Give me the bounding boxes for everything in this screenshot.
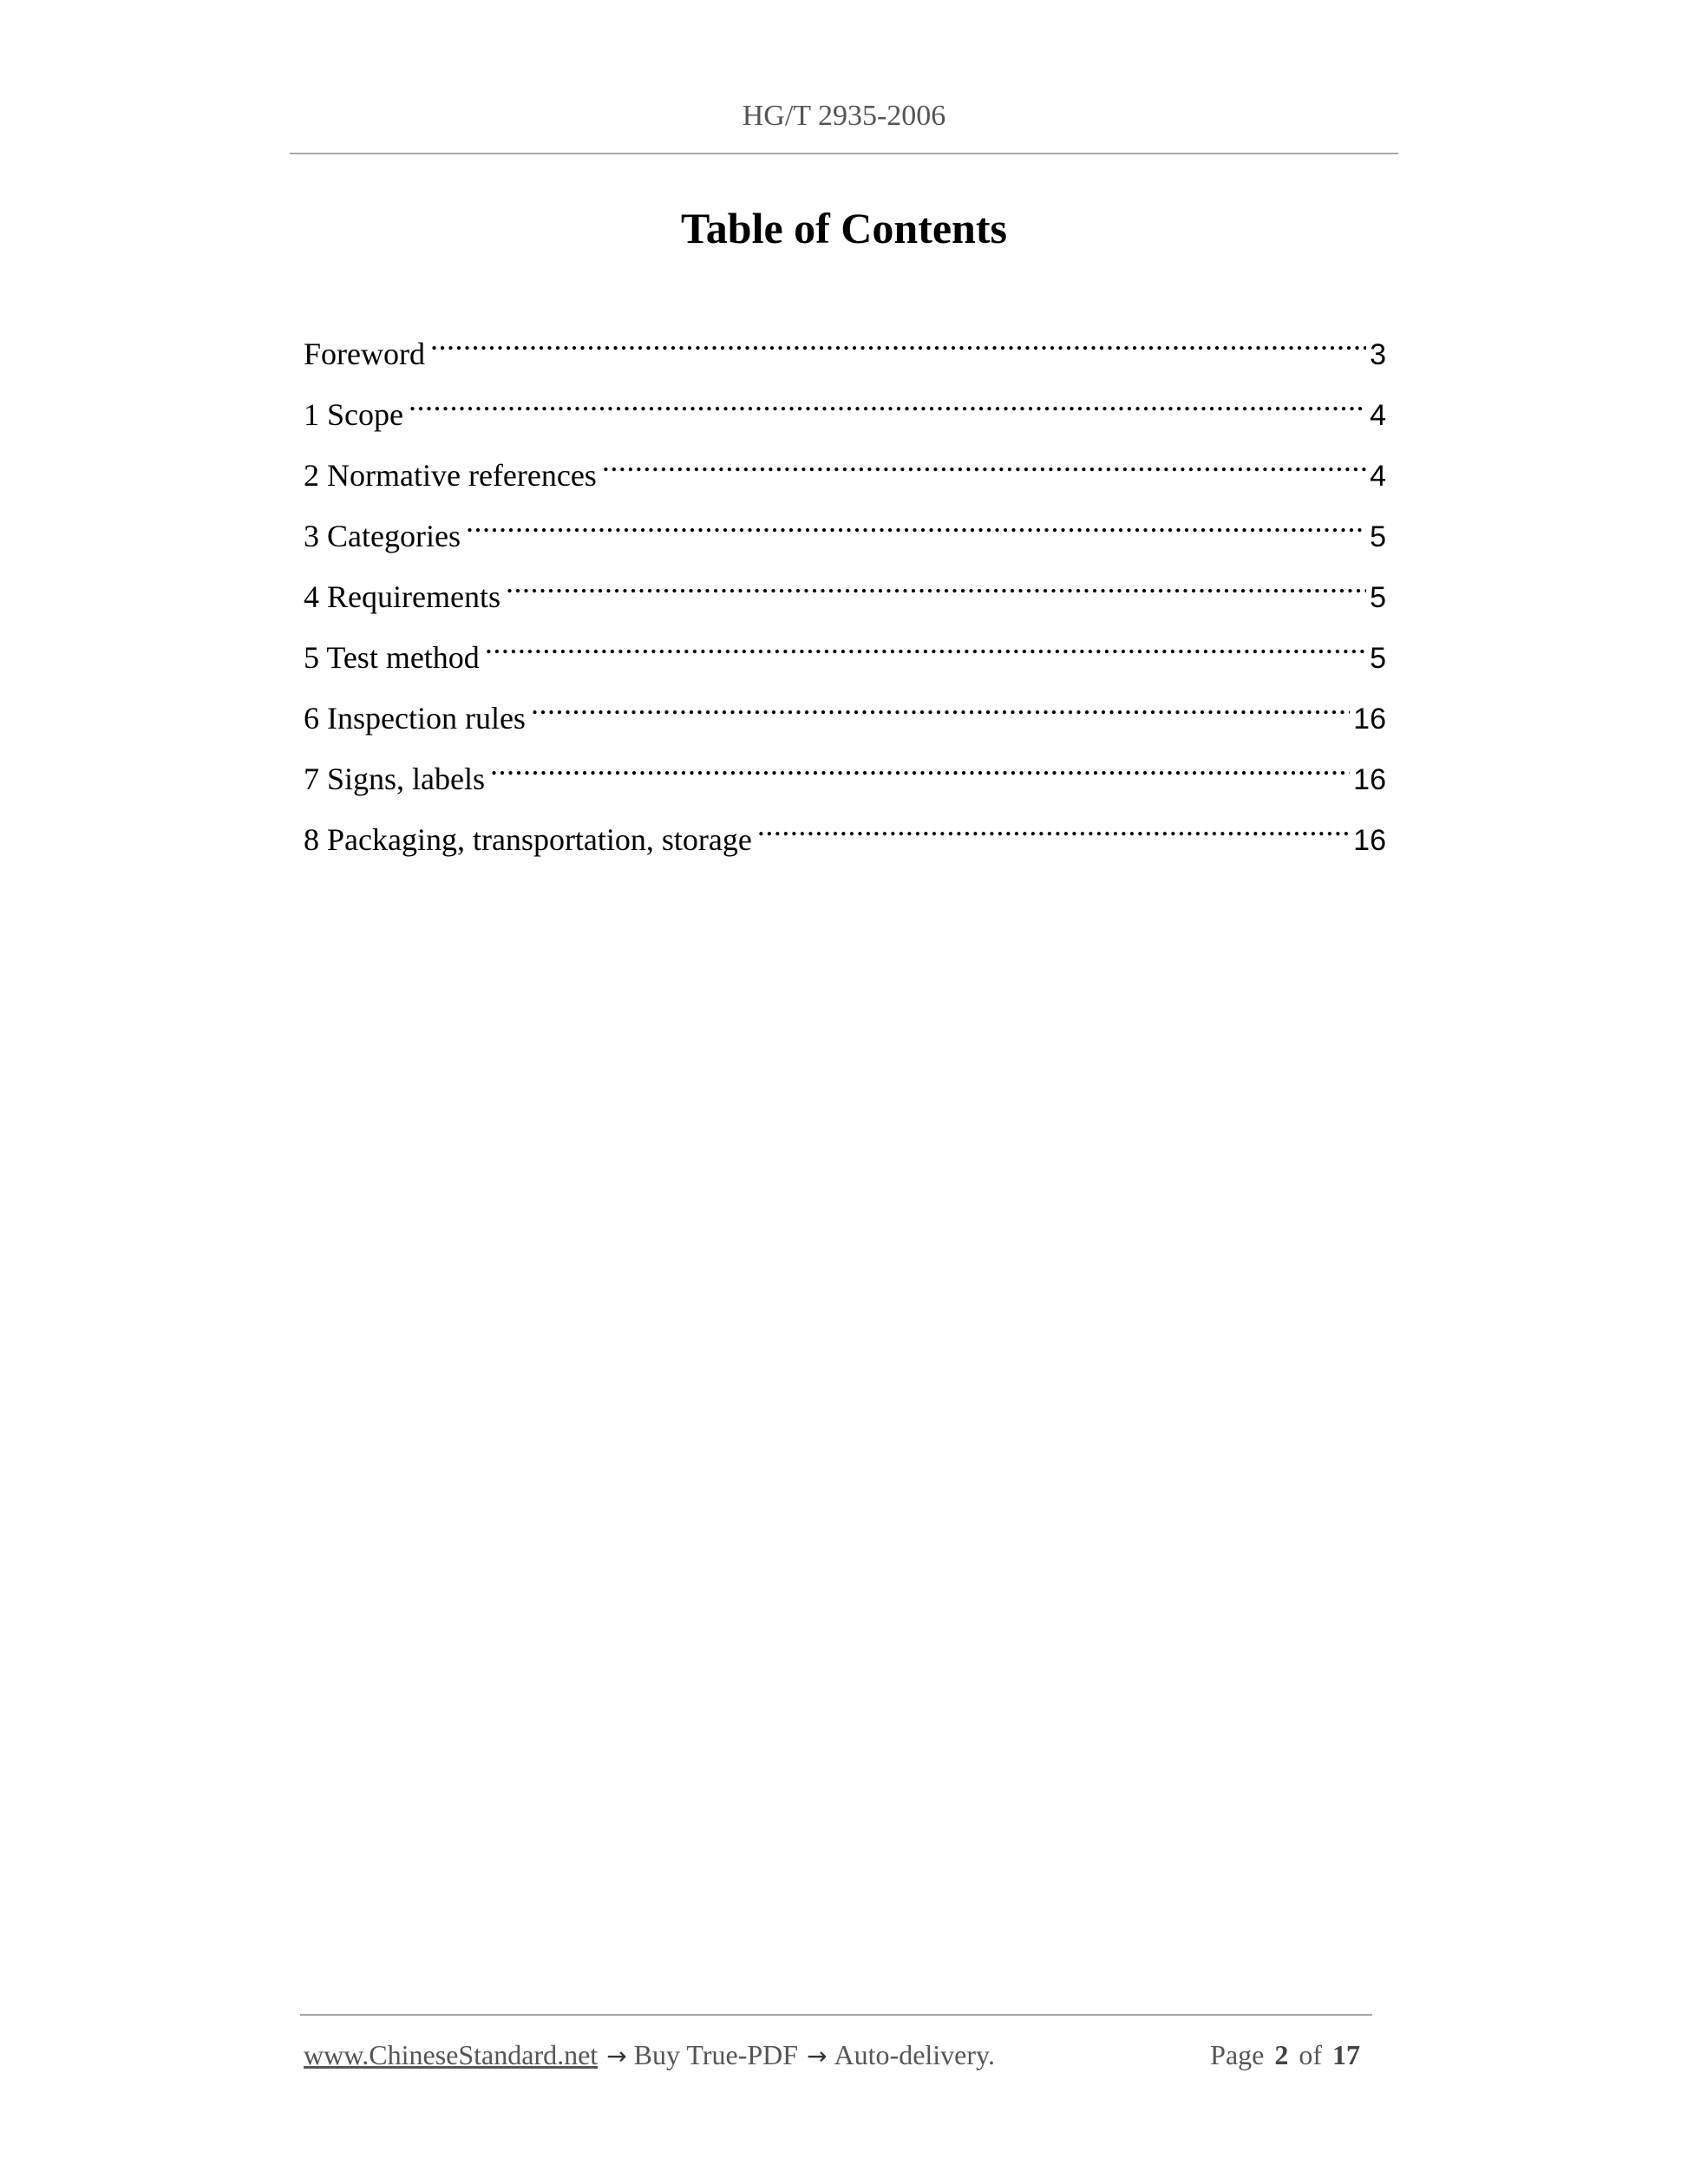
- current-page-number: 2: [1274, 2039, 1289, 2070]
- running-header: HG/T 2935-2006: [742, 100, 946, 132]
- of-word: of: [1299, 2039, 1322, 2070]
- toc-entry-label: 2 Normative references: [304, 458, 597, 493]
- toc-list: [304, 314, 1386, 860]
- footer-divider: [300, 2014, 1372, 2016]
- right-arrow-icon: →: [606, 2042, 627, 2070]
- page-word: Page: [1210, 2039, 1265, 2070]
- toc-dot-leader: [757, 800, 1350, 850]
- page-number: [1210, 2033, 1371, 2076]
- toc-dot-leader: [506, 557, 1366, 607]
- toc-entry-page: 5: [1370, 581, 1386, 614]
- toc-entry-label: 4 Requirements: [304, 579, 501, 614]
- footer-step-buy: Buy True-PDF: [633, 2039, 799, 2070]
- toc-entry-label: Foreword: [304, 337, 425, 371]
- toc-entry-label: 3 Categories: [304, 519, 461, 553]
- toc-entry-normative-references[interactable]: [304, 435, 1386, 496]
- toc-dot-leader: [485, 618, 1366, 668]
- total-page-count: 17: [1332, 2039, 1360, 2070]
- toc-entry-page: 16: [1353, 824, 1386, 857]
- toc-entry-page: 5: [1370, 642, 1386, 675]
- site-link[interactable]: www.ChineseStandard.net: [304, 2039, 599, 2070]
- toc-entry-inspection-rules[interactable]: [304, 678, 1386, 739]
- footer-step-delivery: Auto-delivery.: [834, 2039, 995, 2070]
- toc-entry-label: 8 Packaging, transportation, storage: [304, 822, 752, 857]
- toc-entry-label: 5 Test method: [304, 640, 480, 675]
- toc-entry-foreword[interactable]: [304, 314, 1386, 375]
- toc-dot-leader: [409, 375, 1366, 425]
- toc-title: Table of Contents: [681, 204, 1007, 252]
- toc-entry-label: 1 Scope: [304, 397, 403, 432]
- toc-dot-leader: [531, 678, 1350, 729]
- toc-entry-page: 4: [1370, 399, 1386, 432]
- toc-dot-leader: [602, 435, 1366, 486]
- toc-entry-signs-labels[interactable]: [304, 739, 1386, 800]
- toc-entry-packaging[interactable]: [304, 800, 1386, 860]
- toc-entry-scope[interactable]: [304, 375, 1386, 435]
- toc-entry-page: 16: [1353, 763, 1386, 796]
- toc-dot-leader: [466, 496, 1366, 546]
- toc-entry-page: 4: [1370, 460, 1386, 493]
- header-divider: [290, 153, 1398, 154]
- footer-promo: [304, 2033, 995, 2078]
- page-footer: [304, 2033, 1371, 2076]
- toc-entry-categories[interactable]: [304, 496, 1386, 557]
- toc-entry-page: 16: [1353, 703, 1386, 736]
- toc-dot-leader: [430, 314, 1366, 364]
- toc-dot-leader: [490, 739, 1350, 789]
- toc-entry-label: 6 Inspection rules: [304, 701, 526, 736]
- toc-entry-page: 3: [1370, 338, 1386, 371]
- toc-entry-test-method[interactable]: [304, 618, 1386, 678]
- toc-entry-page: 5: [1370, 520, 1386, 553]
- right-arrow-icon: →: [807, 2042, 828, 2070]
- toc-entry-label: 7 Signs, labels: [304, 762, 486, 796]
- toc-entry-requirements[interactable]: [304, 557, 1386, 618]
